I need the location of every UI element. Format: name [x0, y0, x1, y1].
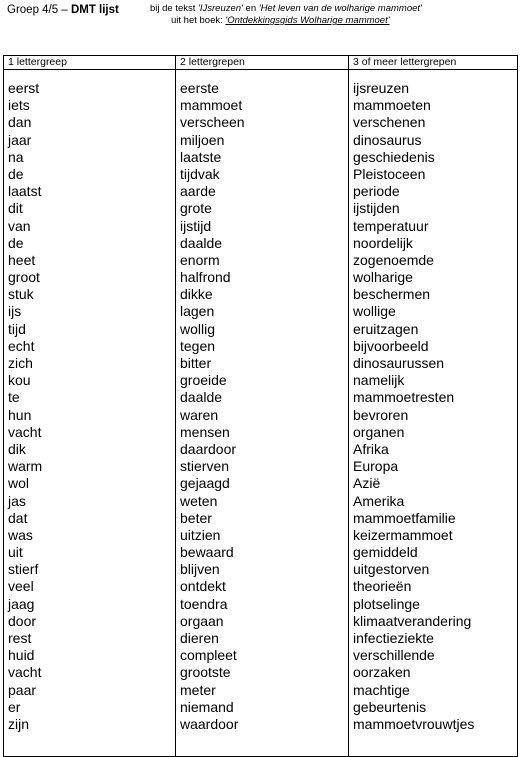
- word-item: daalde: [180, 234, 223, 251]
- word-item: zogenoemde: [353, 251, 434, 268]
- column-header-3plus-syllables: 3 of meer lettergrepen: [349, 56, 518, 70]
- word-item: wol: [8, 475, 30, 492]
- text-source-and: en: [245, 3, 257, 14]
- word-item: wolharige: [353, 269, 413, 286]
- word-item: waardoor: [180, 715, 239, 732]
- word-item: jaar: [8, 131, 32, 148]
- word-item: bitter: [180, 355, 212, 371]
- word-item: huid: [8, 647, 35, 664]
- word-item: eerste: [180, 80, 219, 96]
- word-item: uitzien: [180, 526, 221, 543]
- word-item: laatst: [8, 183, 42, 200]
- word-item: noordelijk: [353, 234, 413, 251]
- word-column-2-syllables: [176, 70, 349, 757]
- word-item: dan: [8, 114, 32, 131]
- word-item: plotselinge: [353, 595, 420, 612]
- word-item: gebeurtenis: [353, 698, 427, 715]
- word-item: enorm: [180, 251, 220, 268]
- text-title-2: 'Het leven van de wolharige mammoet': [258, 3, 422, 14]
- word-item: daalde: [180, 389, 223, 406]
- text-source-line: [150, 3, 422, 15]
- book-source-line: [150, 15, 422, 27]
- table-body-row: [4, 70, 518, 757]
- word-item: toendra: [180, 595, 228, 612]
- word-item: mammoetvrouwtjes: [353, 715, 475, 732]
- word-item: rest: [8, 630, 32, 646]
- word-item: ijsreuzen: [353, 80, 410, 96]
- word-item: dik: [8, 440, 26, 457]
- word-item: temperatuur: [353, 217, 429, 234]
- group-title: [7, 4, 119, 16]
- word-item: hun: [8, 406, 32, 423]
- word-item: vacht: [8, 423, 42, 440]
- word-item: de: [8, 165, 24, 182]
- word-item: dat: [8, 509, 28, 526]
- word-item: waren: [180, 406, 219, 423]
- word-item: de: [8, 234, 24, 251]
- word-item: grote: [180, 200, 212, 217]
- word-item: warm: [8, 458, 43, 475]
- word-item: miljoen: [180, 131, 225, 148]
- word-item: halfrond: [180, 269, 231, 286]
- word-item: keizermammoet: [353, 526, 453, 543]
- word-item: eruitzagen: [353, 320, 419, 337]
- word-item: orgaan: [180, 612, 224, 629]
- word-item: tijd: [8, 320, 26, 337]
- word-item: Europa: [353, 458, 399, 475]
- word-item: Azië: [353, 475, 381, 492]
- word-item: bevroren: [353, 406, 409, 423]
- word-item: verschenen: [353, 114, 426, 131]
- word-item: mammoetfamilie: [353, 509, 456, 526]
- word-item: laatste: [180, 148, 222, 165]
- word-item: Pleistoceen: [353, 165, 426, 182]
- word-item: mammoetresten: [353, 389, 455, 406]
- word-item: aarde: [180, 183, 216, 200]
- word-item: jaag: [8, 595, 35, 612]
- word-item: veel: [8, 578, 34, 595]
- word-item: iets: [8, 97, 30, 114]
- word-item: uitgestorven: [353, 561, 430, 578]
- word-item: dit: [8, 200, 23, 217]
- book-source-intro: uit het boek:: [171, 15, 223, 26]
- word-item: geschiedenis: [353, 148, 435, 165]
- word-item: lagen: [180, 303, 215, 320]
- word-item: bewaard: [180, 544, 234, 561]
- word-item: klimaatverandering: [353, 612, 472, 629]
- word-item: te: [8, 389, 20, 406]
- word-item: tijdvak: [180, 165, 220, 182]
- page-header: [0, 0, 521, 40]
- word-item: machtige: [353, 681, 410, 698]
- word-item: groot: [8, 269, 40, 286]
- word-item: dinosaurussen: [353, 355, 445, 371]
- text-source-intro: bij de tekst: [150, 3, 196, 14]
- word-item: theorieën: [353, 578, 412, 595]
- word-item: dikke: [180, 286, 213, 303]
- word-item: zich: [8, 355, 33, 371]
- table-header-row: [4, 56, 518, 70]
- word-item: weten: [180, 492, 218, 509]
- word-item: uit: [8, 544, 23, 561]
- word-item: Afrika: [353, 440, 389, 457]
- word-item: beschermen: [353, 286, 431, 303]
- word-item: daardoor: [180, 440, 237, 457]
- word-table: [3, 55, 518, 757]
- word-item: eerst: [8, 80, 40, 96]
- word-item: infectieziekte: [353, 630, 434, 646]
- word-item: door: [8, 612, 37, 629]
- word-item: organen: [353, 423, 405, 440]
- list-title: DMT lijst: [70, 4, 119, 16]
- word-item: verschillende: [353, 647, 435, 664]
- word-item: oorzaken: [353, 664, 411, 681]
- word-item: paar: [8, 681, 37, 698]
- column-header-2-syllables: 2 lettergrepen: [176, 56, 349, 70]
- word-column-3plus-syllables: [349, 70, 518, 757]
- word-item: gejaagd: [180, 475, 230, 492]
- word-item: namelijk: [353, 372, 405, 389]
- word-item: grootste: [180, 664, 231, 681]
- word-item: groeide: [180, 372, 227, 389]
- word-item: ijs: [8, 303, 22, 320]
- word-item: stierven: [180, 458, 230, 475]
- word-item: stuk: [8, 286, 34, 303]
- word-item: echt: [8, 337, 35, 354]
- word-item: mammoeten: [353, 97, 431, 114]
- word-item: ijstijd: [180, 217, 212, 234]
- word-item: gemiddeld: [353, 544, 418, 561]
- word-item: van: [8, 217, 31, 234]
- word-item: blijven: [180, 561, 220, 578]
- word-item: ijstijden: [353, 200, 400, 217]
- word-column-1-syllable: [4, 70, 176, 757]
- word-item: heet: [8, 251, 36, 268]
- word-item: bijvoorbeeld: [353, 337, 429, 354]
- column-header-1-syllable: 1 lettergreep: [4, 56, 176, 70]
- word-item: was: [8, 526, 33, 543]
- word-item: dieren: [180, 630, 219, 646]
- word-item: Amerika: [353, 492, 405, 509]
- word-item: mensen: [180, 423, 230, 440]
- word-item: periode: [353, 183, 400, 200]
- word-item: mammoet: [180, 97, 243, 114]
- word-item: wollig: [180, 320, 216, 337]
- book-title: 'Ontdekkingsgids Wolharige mammoet': [225, 15, 390, 26]
- word-item: ontdekt: [180, 578, 226, 595]
- word-item: meter: [180, 681, 216, 698]
- word-item: niemand: [180, 698, 234, 715]
- word-item: stierf: [8, 561, 39, 578]
- word-item: er: [8, 698, 21, 715]
- word-item: na: [8, 148, 24, 165]
- text-title-1: 'IJsreuzen': [198, 3, 243, 14]
- word-item: kou: [8, 372, 31, 389]
- word-item: dinosaurus: [353, 131, 422, 148]
- word-item: tegen: [180, 337, 216, 354]
- word-item: jas: [8, 492, 26, 509]
- word-item: vacht: [8, 664, 42, 681]
- word-item: verscheen: [180, 114, 245, 131]
- word-item: wollige: [353, 303, 396, 320]
- word-item: zijn: [8, 715, 30, 732]
- word-item: compleet: [180, 647, 237, 664]
- group-prefix: Groep 4/5 –: [7, 4, 68, 16]
- word-item: beter: [180, 509, 212, 526]
- source-info: [150, 3, 422, 27]
